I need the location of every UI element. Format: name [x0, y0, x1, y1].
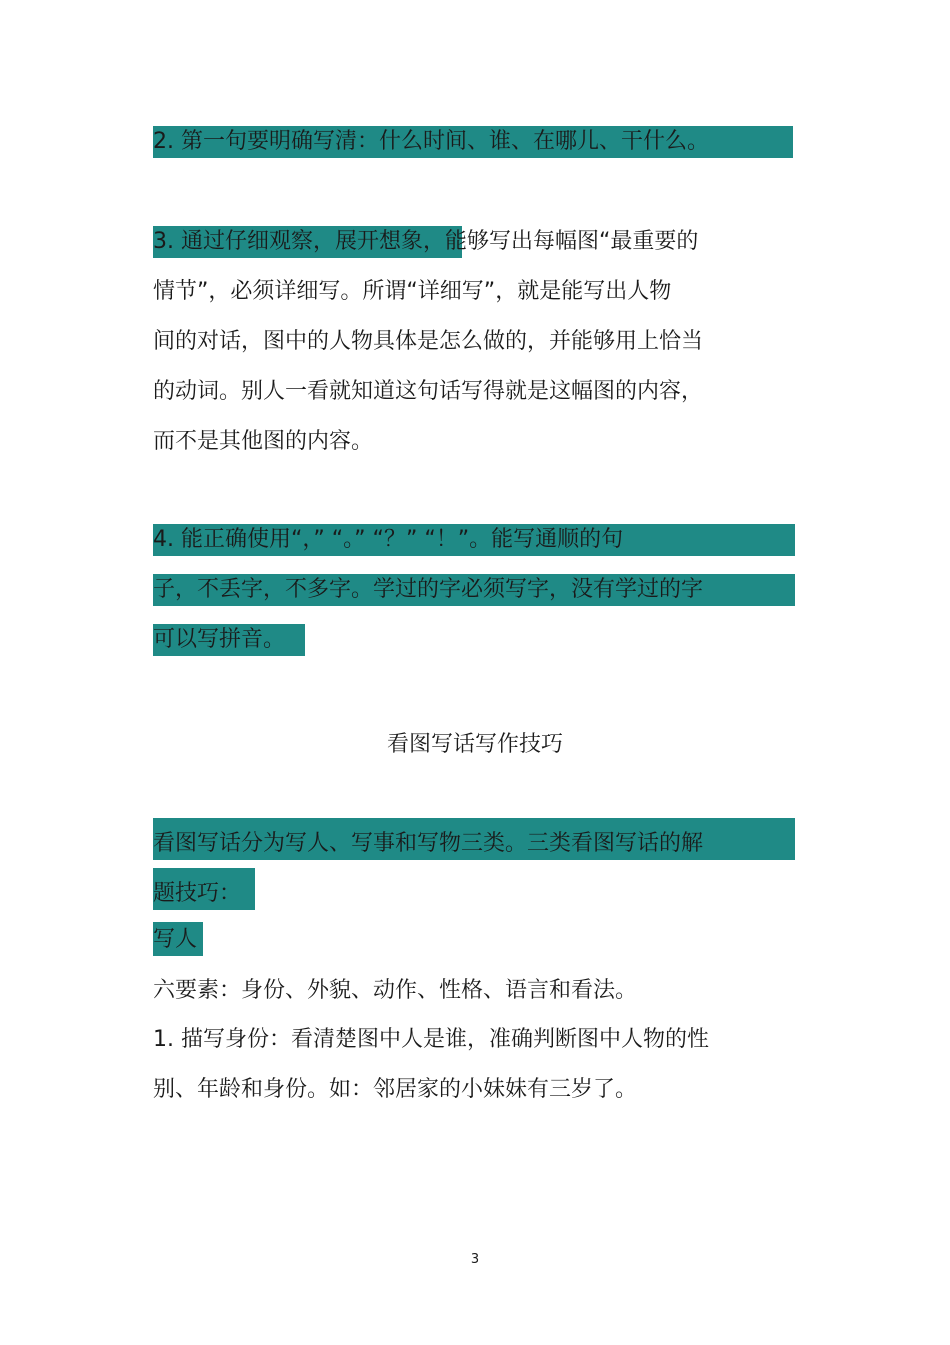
- point-4-line-3: 可以写拼音。: [153, 627, 286, 652]
- point-3-line-3: 间的对话，图中的人物具体是怎么做的，并能够用上恰当: [153, 329, 704, 354]
- item-1-line-1: 1. 描写身份：看清楚图中人是谁，准确判断图中人物的性: [153, 1027, 709, 1052]
- subheading: 写人: [153, 927, 198, 952]
- elements-line: 六要素：身份、外貌、动作、性格、语言和看法。: [153, 978, 638, 1003]
- point-3-highlighted: 3. 通过仔细观察，展开想象: [153, 229, 423, 254]
- point-2-text: 2. 第一句要明确写清：什么时间、谁、在哪儿、干什么。: [153, 129, 709, 154]
- intro-line-1: 看图写话分为写人、写事和写物三类。三类看图写话的解: [153, 831, 704, 856]
- point-3-line-1: [153, 225, 698, 259]
- point-3-line-2: 情节”，必须详细写。所谓“详细写”，就是能写出人物: [153, 279, 672, 304]
- point-4-line-2: 子，不丢字，不多字。学过的字必须写字，没有学过的字: [153, 577, 704, 602]
- item-1-line-2: 别、年龄和身份。如：邻居家的小妹妹有三岁了。: [153, 1077, 638, 1102]
- point-3-rest: ，能够写出每幅图“最重要的: [422, 229, 699, 254]
- page-number: 3: [470, 1252, 480, 1267]
- point-4-line-1: 4. 能正确使用“，” “。” “？” “！”。能写通顺的句: [153, 527, 624, 552]
- intro-line-2: 题技巧：: [153, 881, 242, 906]
- point-3-line-5: 而不是其他图的内容。: [153, 429, 374, 454]
- section-title: 看图写话写作技巧: [386, 732, 563, 757]
- point-3-line-4: 的动词。别人一看就知道这句话写得就是这幅图的内容，: [153, 379, 704, 404]
